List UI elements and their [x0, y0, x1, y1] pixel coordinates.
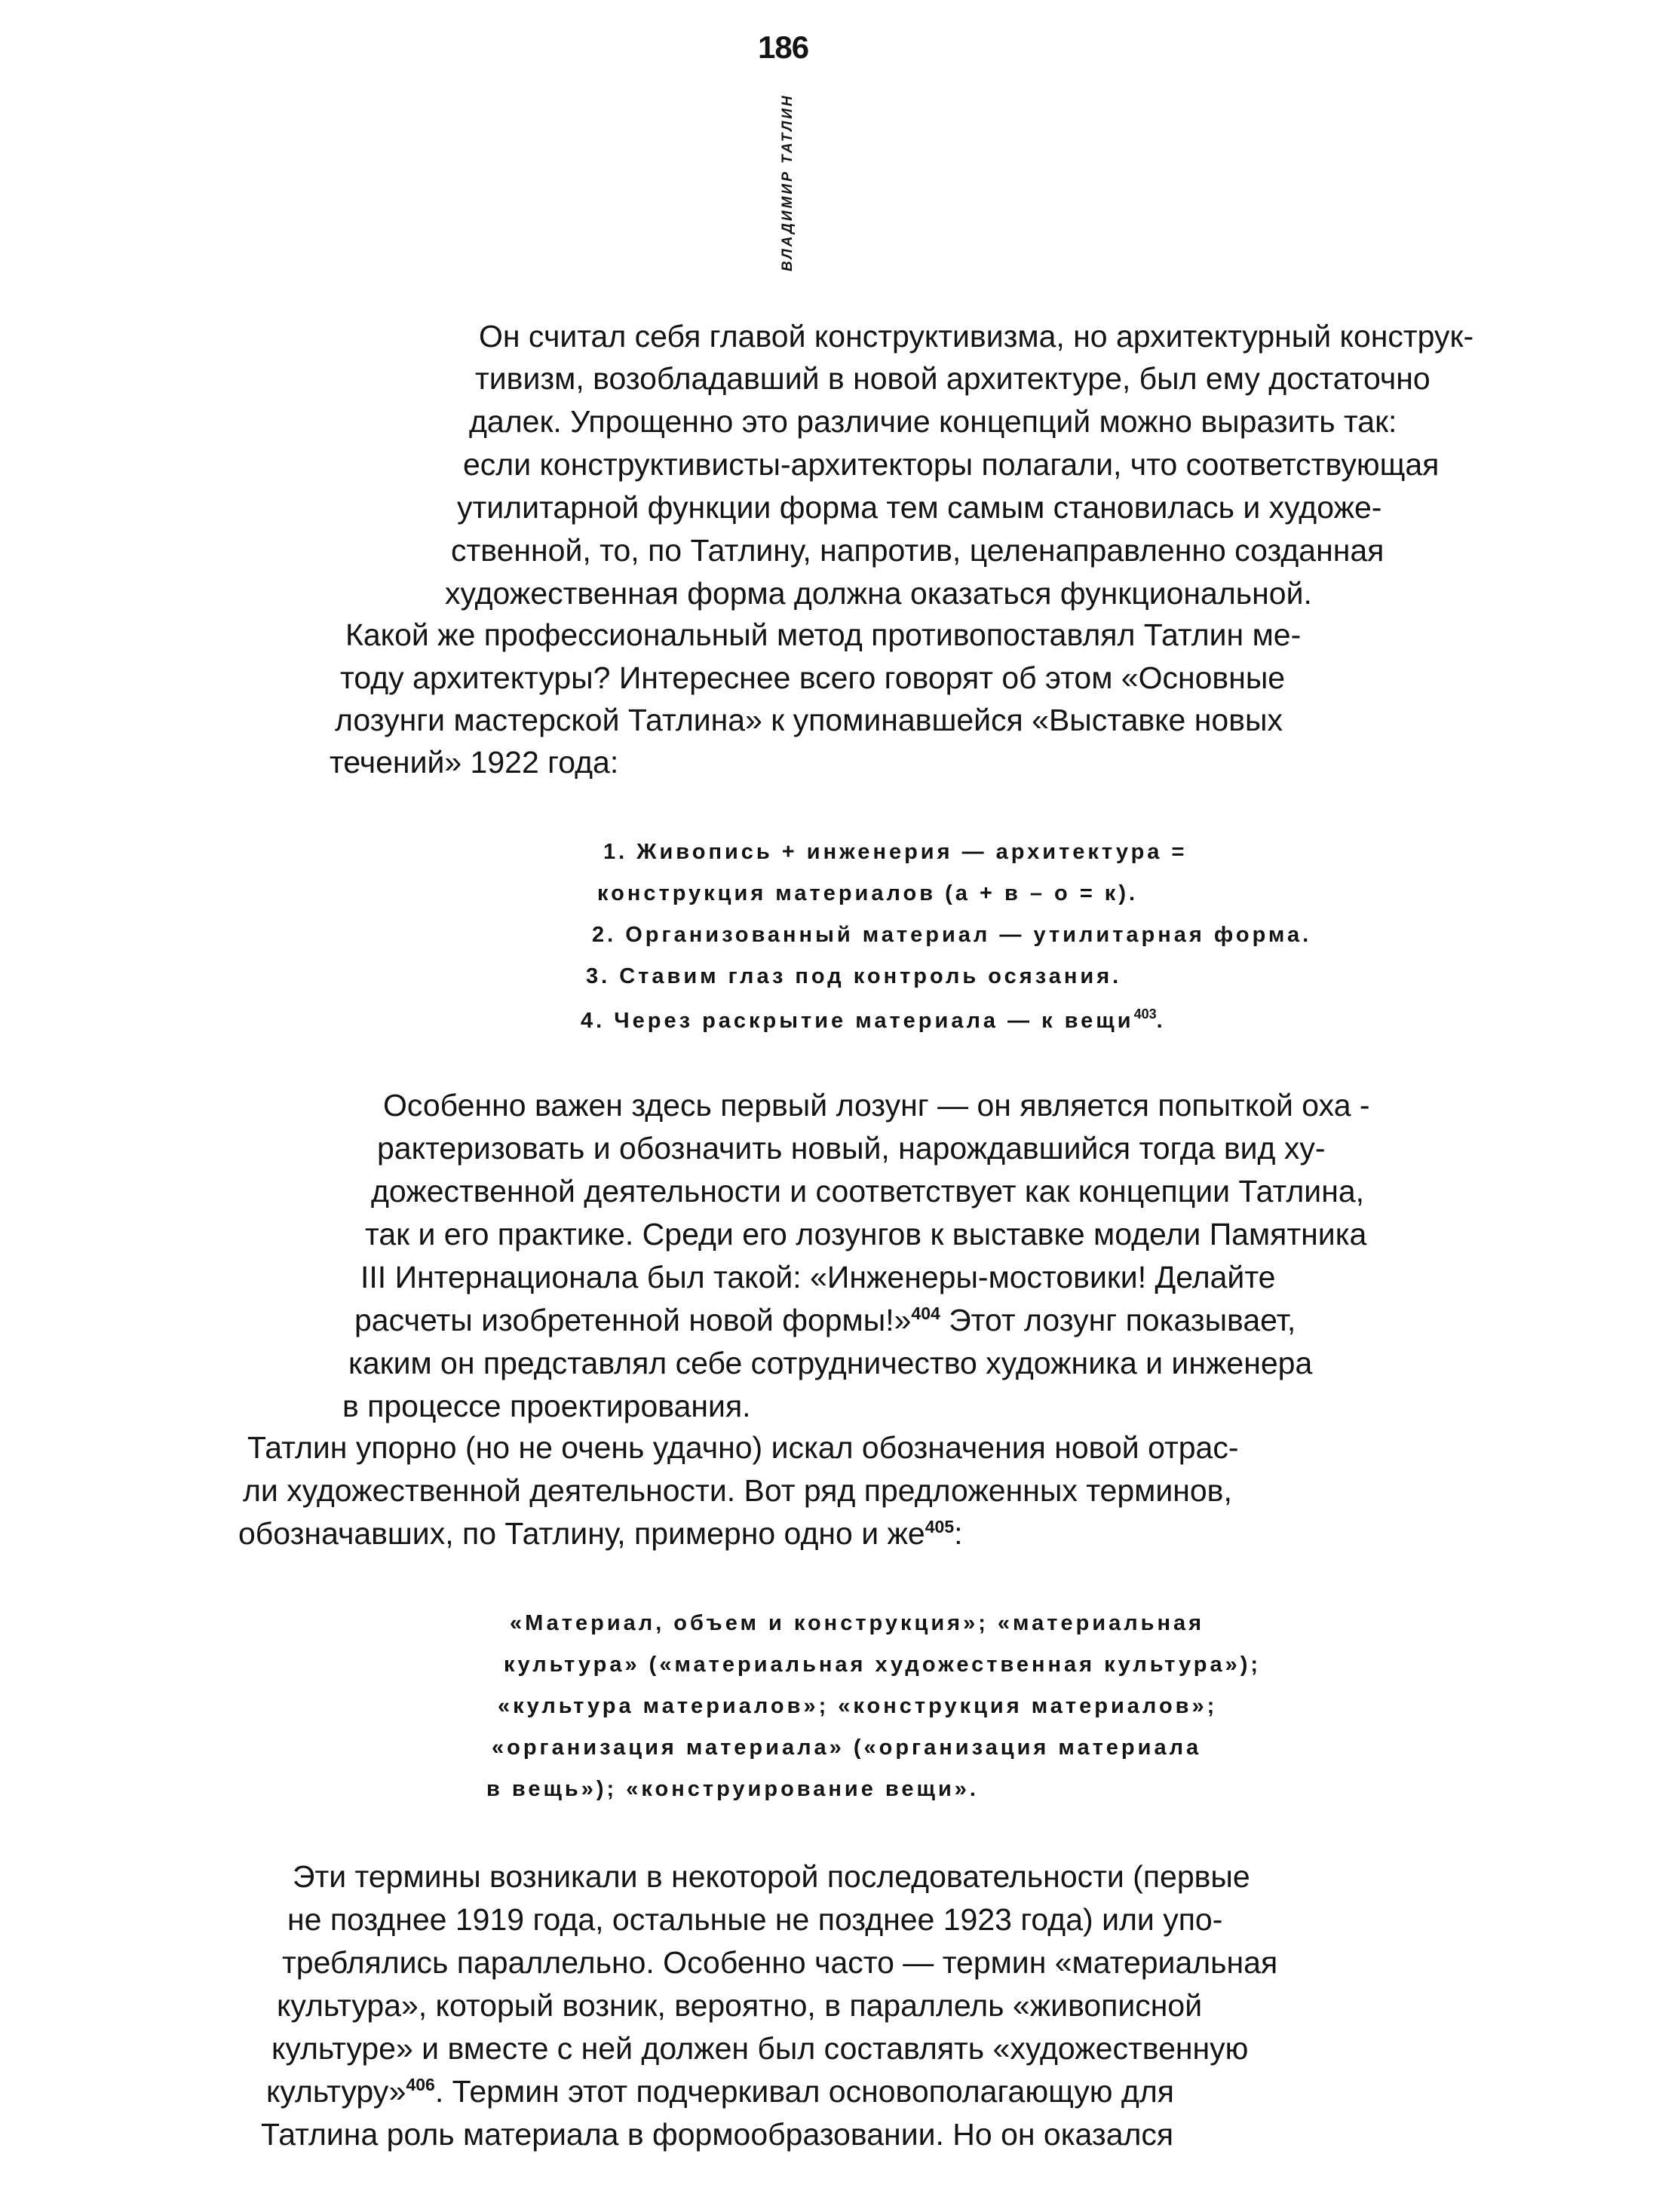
footnote-ref: 405 [925, 1517, 955, 1536]
slogan-line: 1. Живопись + инженерия — архитектура = [603, 840, 1188, 864]
text-span: Этот лозунг показывает, [949, 1303, 1296, 1337]
text-line: не позднее 1919 года, остальные не позднее 1923 года) или упо- [287, 1902, 1223, 1937]
footnote-ref: 404 [911, 1304, 940, 1323]
text-line: культуре» и вместе с ней должен был составлять «художественную [271, 2031, 1249, 2066]
text-line: Татлина роль материала в формообразовании. Но он оказался [261, 2117, 1174, 2152]
text-line: так и его практике. Среди его лозунгов к выставке модели Памятника [365, 1217, 1367, 1252]
text-line: если конструктивисты-архитекторы полагали, что соответствующая [463, 447, 1440, 482]
running-head: ВЛАДИМИР ТАТЛИН [780, 93, 796, 271]
term-line: «Материал, объем и конструкция»; «материальная [510, 1611, 1205, 1635]
text-line: тоду архитектуры? Интереснее всего говорят об этом «Основные [340, 660, 1286, 695]
text-line: в процессе проектирования. [342, 1389, 751, 1423]
text-line: тивизм, возобладавший в новой архитектуре, был ему достаточно [475, 361, 1431, 396]
text-line [354, 1305, 1296, 1336]
text-line [238, 1518, 963, 1549]
footnote-ref: 403 [1133, 1006, 1157, 1022]
slogan-text: 4. Через раскрытие материала — к вещи [581, 1009, 1134, 1033]
text-line: Татлин упорно (но не очень удачно) искал обозначения новой отрас- [247, 1430, 1239, 1465]
footnote-ref: 406 [406, 2075, 435, 2094]
text-span: обозначавших, по Татлину, примерно одно и же [238, 1516, 925, 1551]
term-line: в вещь»); «конструирование вещи». [486, 1777, 979, 1801]
term-line: «культура материалов»; «конструкция материалов»; [498, 1694, 1218, 1718]
text-span: расчеты изобретенной новой формы!» [354, 1303, 912, 1337]
slogan-line: 3. Ставим глаз под контроль осязания. [586, 964, 1122, 988]
text-line: ли художественной деятельности. Вот ряд предложенных терминов, [243, 1473, 1232, 1508]
term-line: культура» («материальная художественная культура»); [504, 1653, 1262, 1677]
text-line: культура», который возник, вероятно, в параллель «живописной [277, 1988, 1203, 2023]
slogan-line: конструкция материалов (а + в – о = к). [597, 881, 1139, 905]
text-line: III Интернационала был такой: «Инженеры-мостовики! Делайте [360, 1260, 1276, 1294]
text-line: Какой же профессиональный метод противопоставлял Татлин ме- [345, 617, 1302, 652]
text-line: Особенно важен здесь первый лозунг — он является попыткой оха - [383, 1088, 1370, 1123]
text-line: дожественной деятельности и соответствует как концепции Татлина, [371, 1174, 1365, 1209]
text-span: культуру» [266, 2074, 406, 2109]
text-line: Он считал себя главой конструктивизма, но архитектурный конструк- [479, 319, 1474, 354]
text-line: утилитарной функции форма тем самым становилась и художе- [457, 490, 1382, 525]
text-line: ственной, то, по Татлину, напротив, целенаправленно созданная [451, 533, 1385, 568]
text-line: лозунги мастерской Татлина» к упоминавшейся «Выставке новых [335, 703, 1283, 737]
slogan-line: 2. Организованный материал — утилитарная форма. [592, 923, 1312, 947]
text-line: рактеризовать и обозначить новый, нарождавшийся тогда вид ху- [377, 1131, 1326, 1166]
text-line: Эти термины возникали в некоторой последовательности (первые [293, 1859, 1250, 1894]
text-line: каким он представлял себе сотрудничество художника и инженера [348, 1346, 1313, 1380]
text-line: далек. Упрощенно это различие концепций можно выразить так: [469, 404, 1397, 439]
slogan-line: 4. Через раскрытие материала — к вещи$^{403}$. [581, 1006, 1166, 1033]
text-line [266, 2076, 1174, 2107]
text-line: течений» 1922 года: [330, 745, 619, 780]
text-line: художественная форма должна оказаться функциональной. [445, 576, 1312, 611]
text-span: : [954, 1516, 963, 1551]
text-line: треблялись параллельно. Особенно часто — термин «материальная [282, 1945, 1278, 1980]
term-line: «организация материала» («организация материала [492, 1736, 1202, 1760]
text-span: . Термин этот подчеркивал основополагающую для [434, 2074, 1174, 2109]
page-number: 186 [758, 29, 809, 65]
